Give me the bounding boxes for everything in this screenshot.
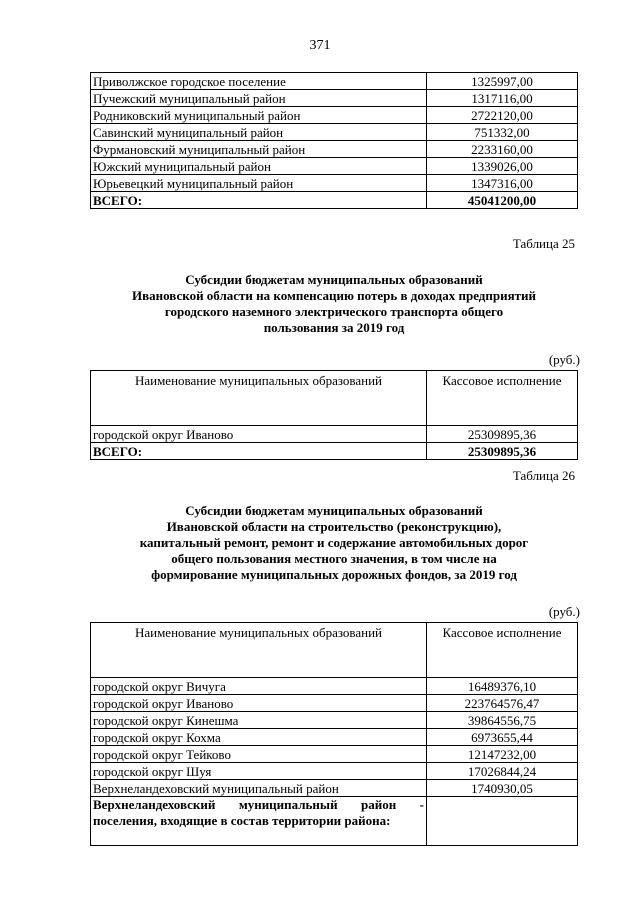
title-line: Субсидии бюджетам муниципальных образований: [185, 503, 483, 518]
row-value: 16489376,10: [427, 678, 578, 695]
row-name: Юрьевецкий муниципальный район: [91, 175, 427, 192]
table-row: [91, 729, 578, 746]
row-name: Пучежский муниципальный район: [91, 90, 427, 107]
total-label: ВСЕГО:: [91, 443, 427, 460]
row-name: городской округ Кохма: [91, 729, 427, 746]
title-line: капитальный ремонт, ремонт и содержание автомобильных дорог: [139, 535, 529, 550]
table-header: [91, 371, 578, 426]
title-line: Субсидии бюджетам муниципальных образований: [185, 272, 483, 287]
table-row: [91, 746, 578, 763]
page-number: 371: [309, 38, 331, 53]
table-row: [91, 175, 578, 192]
row-value: 2233160,00: [427, 141, 578, 158]
title-line: формирование муниципальных дорожных фондов, за 2019 год: [151, 567, 517, 582]
row-name: Родниковский муниципальный район: [91, 107, 427, 124]
table-row: [91, 678, 578, 695]
row-name: Южский муниципальный район: [91, 158, 427, 175]
row-value: 12147232,00: [427, 746, 578, 763]
row-value: 1339026,00: [427, 158, 578, 175]
row-name: городской округ Вичуга: [91, 678, 427, 695]
table-header: [91, 623, 578, 678]
row-name: городской округ Шуя: [91, 763, 427, 780]
header-value: Кассовое исполнение: [427, 371, 578, 426]
row-value: 223764576,47: [427, 695, 578, 712]
table-row-subheading: [91, 797, 578, 846]
row-value: 6973655,44: [427, 729, 578, 746]
table-row: [91, 695, 578, 712]
row-value: 39864556,75: [427, 712, 578, 729]
table-subsidies-continued: [90, 72, 578, 209]
row-name: городской округ Кинешма: [91, 712, 427, 729]
row-name: Верхнеландеховский муниципальный район - поселения, входящие в состав территории района:: [91, 797, 427, 846]
row-value: 1740930,05: [427, 780, 578, 797]
table-row: [91, 73, 578, 90]
table-26-unit: (руб.): [548, 604, 580, 619]
table-26: [90, 622, 578, 846]
table-26-title: [90, 503, 578, 583]
title-line: общего пользования местного значения, в том числе на: [171, 551, 497, 566]
title-line: пользования за 2019 год: [263, 320, 405, 335]
row-value: 1347316,00: [427, 175, 578, 192]
table-row: [91, 426, 578, 443]
row-name: Верхнеландеховский муниципальный район: [91, 780, 427, 797]
total-label: ВСЕГО:: [91, 192, 427, 209]
row-name: городской округ Иваново: [91, 695, 427, 712]
row-name: Савинский муниципальный район: [91, 124, 427, 141]
table-row: [91, 763, 578, 780]
title-line: городского наземного электрического транспорта общего: [164, 304, 504, 319]
title-line: Ивановской области на компенсацию потерь в доходах предприятий: [132, 288, 536, 303]
total-value: 25309895,36: [427, 443, 578, 460]
row-value: 1317116,00: [427, 90, 578, 107]
table-row: [91, 141, 578, 158]
row-name: городской округ Тейково: [91, 746, 427, 763]
row-name: Приволжское городское поселение: [91, 73, 427, 90]
table-25: [90, 370, 578, 460]
row-value: 2722120,00: [427, 107, 578, 124]
row-value: 17026844,24: [427, 763, 578, 780]
total-row: [91, 192, 578, 209]
row-name: Фурмановский муниципальный район: [91, 141, 427, 158]
table-25-label: Таблица 25: [512, 236, 575, 251]
table-row: [91, 780, 578, 797]
table-25-title: [90, 272, 578, 336]
header-name: Наименование муниципальных образований: [91, 371, 427, 426]
row-value: 751332,00: [427, 124, 578, 141]
total-row: [91, 443, 578, 460]
table-26-label: Таблица 26: [512, 468, 575, 483]
table-row: [91, 158, 578, 175]
row-value: 25309895,36: [427, 426, 578, 443]
row-value: [427, 797, 578, 846]
table-row: [91, 90, 578, 107]
table-row: [91, 107, 578, 124]
title-line: Ивановской области на строительство (реконструкцию),: [166, 519, 502, 534]
table-25-unit: (руб.): [548, 352, 580, 367]
row-value: 1325997,00: [427, 73, 578, 90]
table-row: [91, 124, 578, 141]
table-row: [91, 712, 578, 729]
header-name: Наименование муниципальных образований: [91, 623, 427, 678]
row-name: городской округ Иваново: [91, 426, 427, 443]
header-value: Кассовое исполнение: [427, 623, 578, 678]
total-value: 45041200,00: [427, 192, 578, 209]
